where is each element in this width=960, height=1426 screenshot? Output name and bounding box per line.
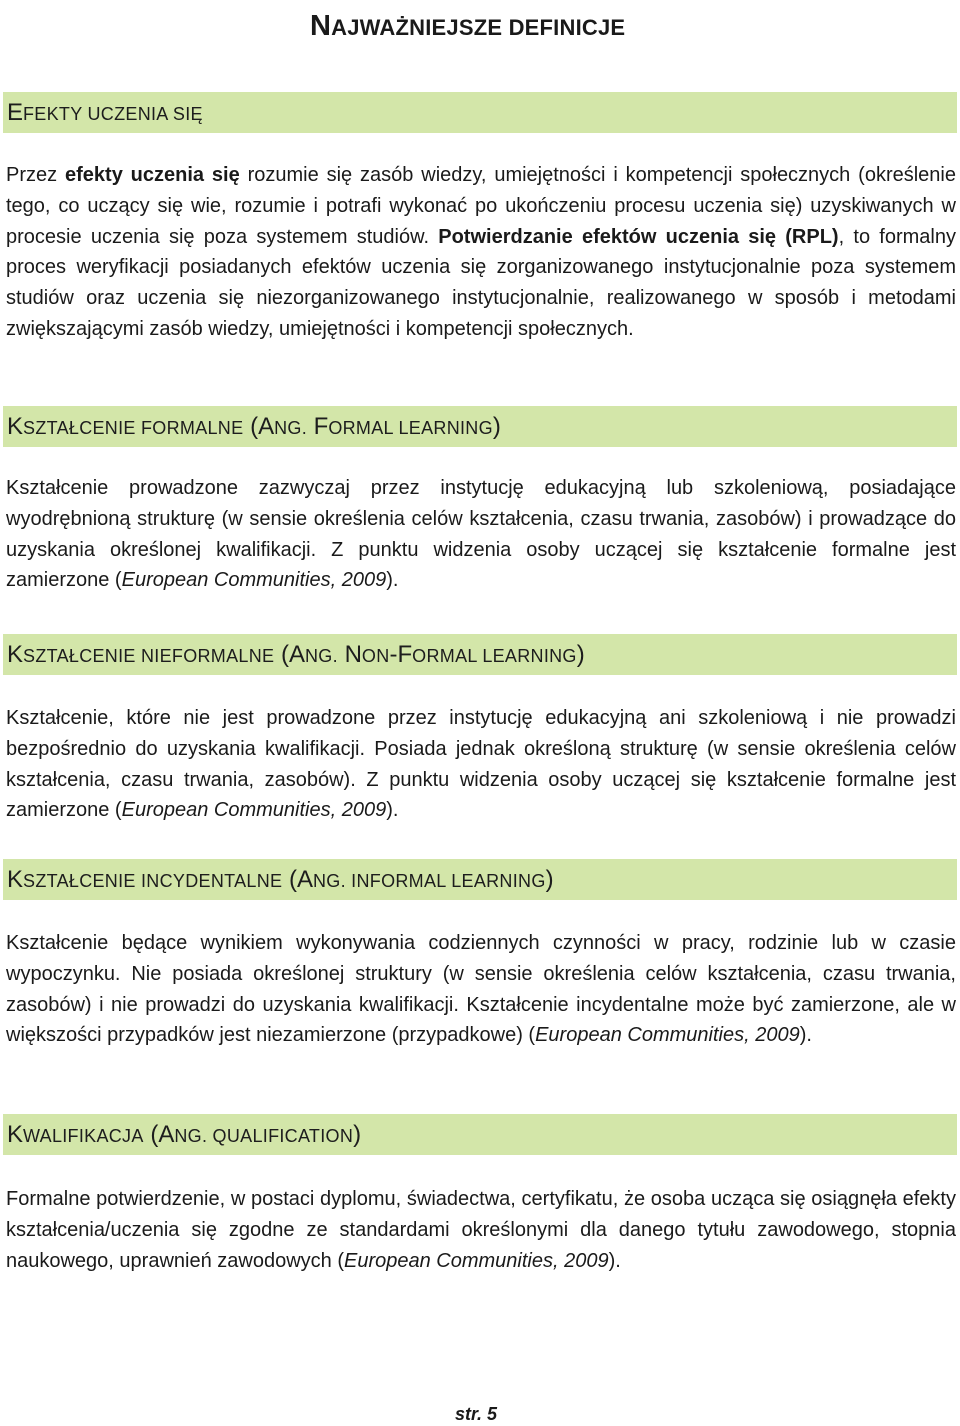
section-body-ksztalcenie-formalne [6, 473, 956, 596]
heading-text-part: N [337, 641, 362, 668]
body-text: ). [386, 799, 399, 822]
body-text: rozumie się zasób wiedzy, umiejętności i kompetencji społecznych (określenie tego, co uczący się wie, rozumie i potrafi wykonać po ukończeniu procesu uczenia się) uzyskiwanych w procesie uczenia się poza systemem studiów. [6, 164, 956, 248]
body-text: Przez [6, 164, 65, 186]
heading-text-part: K [7, 1121, 24, 1148]
heading-text-part: NG. [274, 418, 307, 438]
page-title [310, 10, 625, 43]
heading-text-part: QUALIFICATION [207, 1126, 354, 1146]
defined-term: efekty uczenia się [65, 164, 240, 186]
heading-text-part: ) [576, 641, 585, 668]
heading-text-part: NG. [312, 871, 346, 891]
heading-text-part: ) [353, 1121, 362, 1148]
body-text: ). [608, 1249, 621, 1272]
heading-text-part: F [307, 413, 329, 440]
heading-text-part: ON [361, 646, 390, 666]
section-heading-ksztalcenie-formalne [3, 406, 957, 447]
page-title-initial: N [310, 10, 332, 42]
section-body-efekty-uczenia-sie [6, 160, 956, 345]
heading-text-part: E [7, 99, 24, 126]
section-heading-ksztalcenie-nieformalne [3, 634, 957, 675]
citation: European Communities, 2009 [343, 1249, 609, 1272]
heading-text-part: (A [282, 866, 313, 893]
body-text: Formalne potwierdzenie, w postaci dyplomu, świadectwa, certyfikatu, że osoba ucząca się osiągnęła efekty kształcenia/uczenia się zgodne ze standardami określonymi dla danego tytułu zawodowego, stopnia naukowego, uprawnień zawodowych ( [6, 1188, 956, 1272]
body-text: Kształcenie prowadzone zazwyczaj przez instytucję edukacyjną lub szkoleniową, posiadające wyodrębnioną strukturę (w sensie określenia celów kształcenia, czasu trwania, zasobów) i prowadzące do uzyskania określonej kwalifikacji. Z punktu widzenia osoby uczącej się kształcenie formalne jest zamierzone ( [6, 477, 956, 592]
body-text: ). [799, 1024, 812, 1047]
body-text: ). [386, 569, 399, 592]
defined-term: Potwierdzanie efektów uczenia się (RPL) [438, 225, 839, 248]
heading-text-part: WALIFIKACJA [23, 1126, 144, 1146]
heading-text-part: SZTAŁCENIE INCYDENTALNE [23, 871, 283, 891]
heading-text-part: FEKTY UCZENIA SIĘ [23, 104, 203, 124]
page-title-rest: AJWAŻNIEJSZE DEFINICJE [331, 15, 626, 40]
heading-text-part: ORMAL LEARNING [328, 418, 493, 438]
heading-text-part: K [7, 413, 24, 440]
body-text: , to formalny proces weryfikacji posiadanych efektów uczenia się zorganizowanego instytucjonalnie poza systemem studiów oraz uczenia się niezorganizowanego instytucjonalnie, realizowanego w sposób i metodami zwiększającymi zasób wiedzy, umiejętności i kompetencji społecznych. [6, 225, 956, 340]
heading-text-part: K [7, 641, 24, 668]
heading-text-part: INFORMAL LEARNING [345, 871, 546, 891]
page-number: str. 5 [455, 1404, 498, 1424]
heading-text-part: NG. [305, 646, 338, 666]
citation: European Communities, 2009 [121, 569, 387, 592]
heading-text-part: ORMAL LEARNING [412, 646, 577, 666]
section-heading-ksztalcenie-incydentalne [3, 859, 957, 900]
citation: European Communities, 2009 [121, 799, 387, 822]
section-heading-efekty-uczenia-sie [3, 92, 957, 133]
heading-text-part: ) [492, 413, 501, 440]
heading-text-part: SZTAŁCENIE FORMALNE [23, 418, 244, 438]
heading-text-part: (A [243, 413, 275, 440]
section-body-ksztalcenie-incydentalne [6, 928, 956, 1051]
heading-text-part: ) [545, 866, 554, 893]
heading-text-part: -F [389, 641, 413, 668]
body-text: Kształcenie będące wynikiem wykonywania codziennych czynności w pracy, rodzinie lub w czasie wypoczynku. Nie posiada określonej struktury (w sensie określenia celów kształcenia, czasu trwania, zasobów) i nie prowadzi do uzyskania kwalifikacji. Kształcenie incydentalne może być zamierzone, ale w większości przypadków jest niezamierzone (przypadkowe) ( [6, 932, 956, 1047]
heading-text-part: (A [274, 641, 305, 668]
section-heading-kwalifikacja [3, 1114, 957, 1155]
citation: European Communities, 2009 [535, 1024, 800, 1047]
heading-text-part: SZTAŁCENIE NIEFORMALNE [23, 646, 275, 666]
heading-text-part: (A [143, 1121, 175, 1148]
heading-text-part: K [7, 866, 24, 893]
section-body-ksztalcenie-nieformalne [6, 703, 956, 826]
heading-text-part: NG. [174, 1126, 208, 1146]
body-text: Kształcenie, które nie jest prowadzone przez instytucję edukacyjną ani szkoleniową i nie prowadzi bezpośrednio do uzyskania kwalifikacji. Posiada jednak określoną strukturę (w sensie określenia celów kształcenia, czasu trwania, zasobów). Z punktu widzenia osoby uczącej się kształcenie formalne jest zamierzone ( [6, 707, 956, 822]
section-body-kwalifikacja [6, 1184, 956, 1276]
